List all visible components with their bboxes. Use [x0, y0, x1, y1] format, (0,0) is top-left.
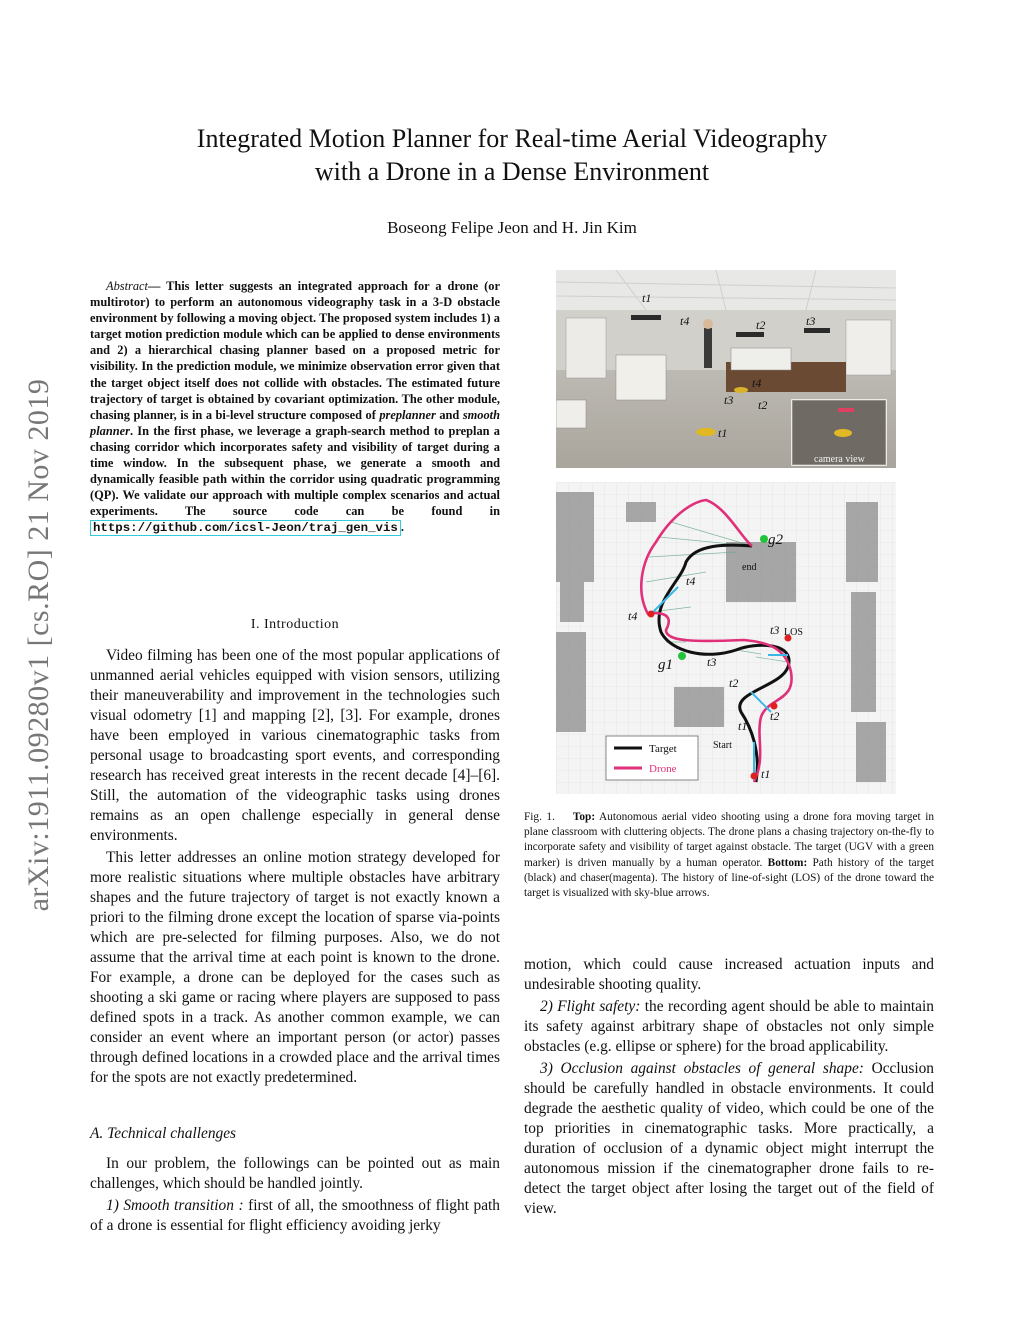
- paper-title: [90, 122, 934, 188]
- abstract-label: Abstract: [106, 279, 148, 293]
- challenge-item-1: [90, 1196, 500, 1236]
- map-label-t2a: t2: [729, 676, 739, 690]
- caption-top-label: Top:: [572, 811, 596, 823]
- authors: Boseong Felipe Jeon and H. Jin Kim: [387, 218, 637, 237]
- subsection-technical-challenges: A. Technical challenges: [90, 1125, 237, 1142]
- map-label-start: Start: [713, 740, 732, 751]
- intro-paragraph-1: Video filming has been one of the most popular applications of unmanned aerial vehicles equipped with vision sensors, utilizing their maneuverability and improvement in the technologies such visual odometry [1] and mapping [2], [3]. For example, drones have been employed in various cinematographic tasks from personal usage to broadcasting sport events, and corresponding research has received great interests in the recent decade [4]–[6]. Still, the automation of the videographic tasks using drones remains as an open challenge especially in general dense environments.: [90, 647, 500, 844]
- abstract-dash: —: [148, 279, 161, 293]
- intro-paragraph-2: This letter addresses an online motion strategy developed for more realistic situations where multiple obstacles have arbitrary shapes and the future trajectory of target is not exactly known a priori to the filming drone except the location of sparse via-points which are pre-selected for filming purposes. Also, we do not assume that the arrival time at each point is known to the drone. For example, a drone can be deployed for the cases such as shooting a ski game or racing where players are supposed to pass defined spots in a track. As another common example, we can consider an event where an important person (or actor) passes through defined locations in a crowded place and the arrival times for the spots are not exactly predetermined.: [90, 849, 500, 1086]
- item1-label: 1) Smooth transition :: [106, 1197, 244, 1214]
- legend-target: Target: [649, 743, 677, 755]
- abstract-em-preplanner: preplanner: [379, 407, 436, 422]
- caption-top-text: Autonomous aerial video shooting using a drone fora moving target in plane classroom with cluttering objects. The drone plans a chasing trajectory on-the-fly to incorporate safety and visibility of target against obstacle. The target (UGV with a green marker) is driven manually by a human operator.: [524, 811, 934, 869]
- map-label-t2b: t2: [770, 709, 780, 723]
- map-label-t1a: t1: [738, 719, 748, 733]
- marker-g2: [760, 535, 768, 543]
- challenges-body: [90, 1154, 500, 1238]
- figure-photo-classroom: [556, 270, 896, 468]
- challenges-paragraph: In our problem, the followings can be pointed out as main challenges, which should be handled jointly.: [90, 1155, 500, 1192]
- abstract-em-smooth-planner: smooth planner: [90, 407, 500, 438]
- map-label-t4a: t4: [686, 574, 696, 588]
- abstract-end: .: [400, 520, 404, 535]
- legend-drone: Drone: [649, 763, 677, 775]
- intro-body: [90, 646, 500, 1090]
- marker-t1-drone: [751, 773, 758, 780]
- abstract-text-2: . In the first phase, we leverage a graph-search method to preplan a chasing corridor which incorporates safety and visibility of target during a time window. In the subsequent phase, we generate a smooth and dynamically feasible path within the corridor using quadratic programming (QP). We validate our approach with multiple complex scenarios and actual experiments. The source code can be found in: [90, 423, 500, 519]
- arxiv-identifier: [14, 345, 64, 945]
- marker-g1: [678, 652, 686, 660]
- title-line-2: with a Drone in a Dense Environment: [314, 157, 710, 186]
- map-label-t4b: t4: [628, 609, 638, 623]
- item2-label: 2) Flight safety:: [540, 998, 641, 1015]
- photo-label-t1-a: t1: [642, 291, 652, 305]
- photo-label-t1-b: t1: [718, 426, 728, 440]
- marker-t4-drone: [648, 611, 655, 618]
- right-column-body: [524, 955, 934, 1221]
- map-label-g1: g1: [658, 657, 673, 673]
- source-code-link[interactable]: https://github.com/icsl-Jeon/traj_gen_vis: [90, 520, 401, 536]
- photo-label-t3-a: t3: [806, 314, 816, 328]
- item3-text: Occlusion should be carefully handled in obstacle environments. It could degrade the aesthetic quality of video, which could be one of the top priorities in cinematographic tasks. More practically, a duration of occlusion of a dynamic object might interrupt the autonomous mission if the cinematographer drone fails to re-detect the target object after losing the target out of the field of view.: [524, 1060, 934, 1217]
- title-line-1: Integrated Motion Planner for Real-time Aerial Videography: [196, 124, 828, 153]
- photo-label-t3-b: t3: [724, 393, 734, 407]
- caption-prefix: Fig. 1.: [524, 811, 555, 823]
- abstract: [90, 278, 500, 537]
- caption-bottom-text: Path history of the target (black) and chaser(magenta). The history of line-of-sight (LOS) of the drone toward the target is visualized with sky-blue arrows.: [524, 856, 935, 900]
- photo-label-t2-b: t2: [758, 398, 768, 412]
- abstract-text-1: This letter suggests an integrated approach for a drone (or multirotor) to perform an autonomous videography task in a 3-D obstacle environment by following a moving object. The proposed system includes 1) a target motion prediction module which can be applied to dense environments and 2) a hierarchical chasing planner based on a proposed metric for visibility. In the prediction module, we minimize observation error given that the target object itself does not collide with obstacles. The estimated future trajectory of target is obtained by covariant optimization. The other module, chasing planner, is in a bi-level structure composed of: [90, 279, 500, 422]
- map-label-los: LOS: [784, 627, 803, 638]
- abstract-and: and: [435, 407, 463, 422]
- map-legend: [606, 736, 698, 780]
- caption-bottom-label: Bottom:: [767, 856, 808, 869]
- photo-drawing: [556, 270, 896, 468]
- photo-label-t4-b: t4: [752, 376, 762, 390]
- arxiv-id-text: arXiv:1911.09280v1 [cs.RO] 21 Nov 2019: [22, 378, 55, 912]
- figure-caption: [524, 810, 934, 901]
- figure-path-map: [556, 482, 896, 794]
- item1-text: first of all, the smoothness of flight path of a drone is essential for flight efficiency avoiding jerky: [90, 1197, 500, 1234]
- continued-paragraph: motion, which could cause increased actuation inputs and undesirable shooting quality.: [524, 956, 934, 993]
- photo-label-t4-a: t4: [680, 314, 690, 328]
- section-heading-introduction: I. Introduction: [250, 617, 340, 632]
- item2-text: the recording agent should be able to maintain its safety against arbitrary shape of obstacles not only simple obstacles (e.g. ellipse or sphere) for the broad applicability.: [524, 998, 934, 1055]
- map-label-end: end: [742, 562, 757, 573]
- map-label-t3b: t3: [707, 655, 717, 669]
- map-label-t1b: t1: [761, 767, 771, 781]
- photo-label-t2-a: t2: [756, 318, 766, 332]
- challenge-item-2: [524, 997, 934, 1057]
- map-drawing: [556, 482, 896, 794]
- map-label-t3a: t3: [770, 623, 780, 637]
- challenge-item-3: [524, 1059, 934, 1219]
- item3-label: 3) Occlusion against obstacles of general shape:: [540, 1060, 864, 1077]
- camera-view-label: camera view: [814, 454, 865, 465]
- map-label-g2: g2: [768, 532, 783, 548]
